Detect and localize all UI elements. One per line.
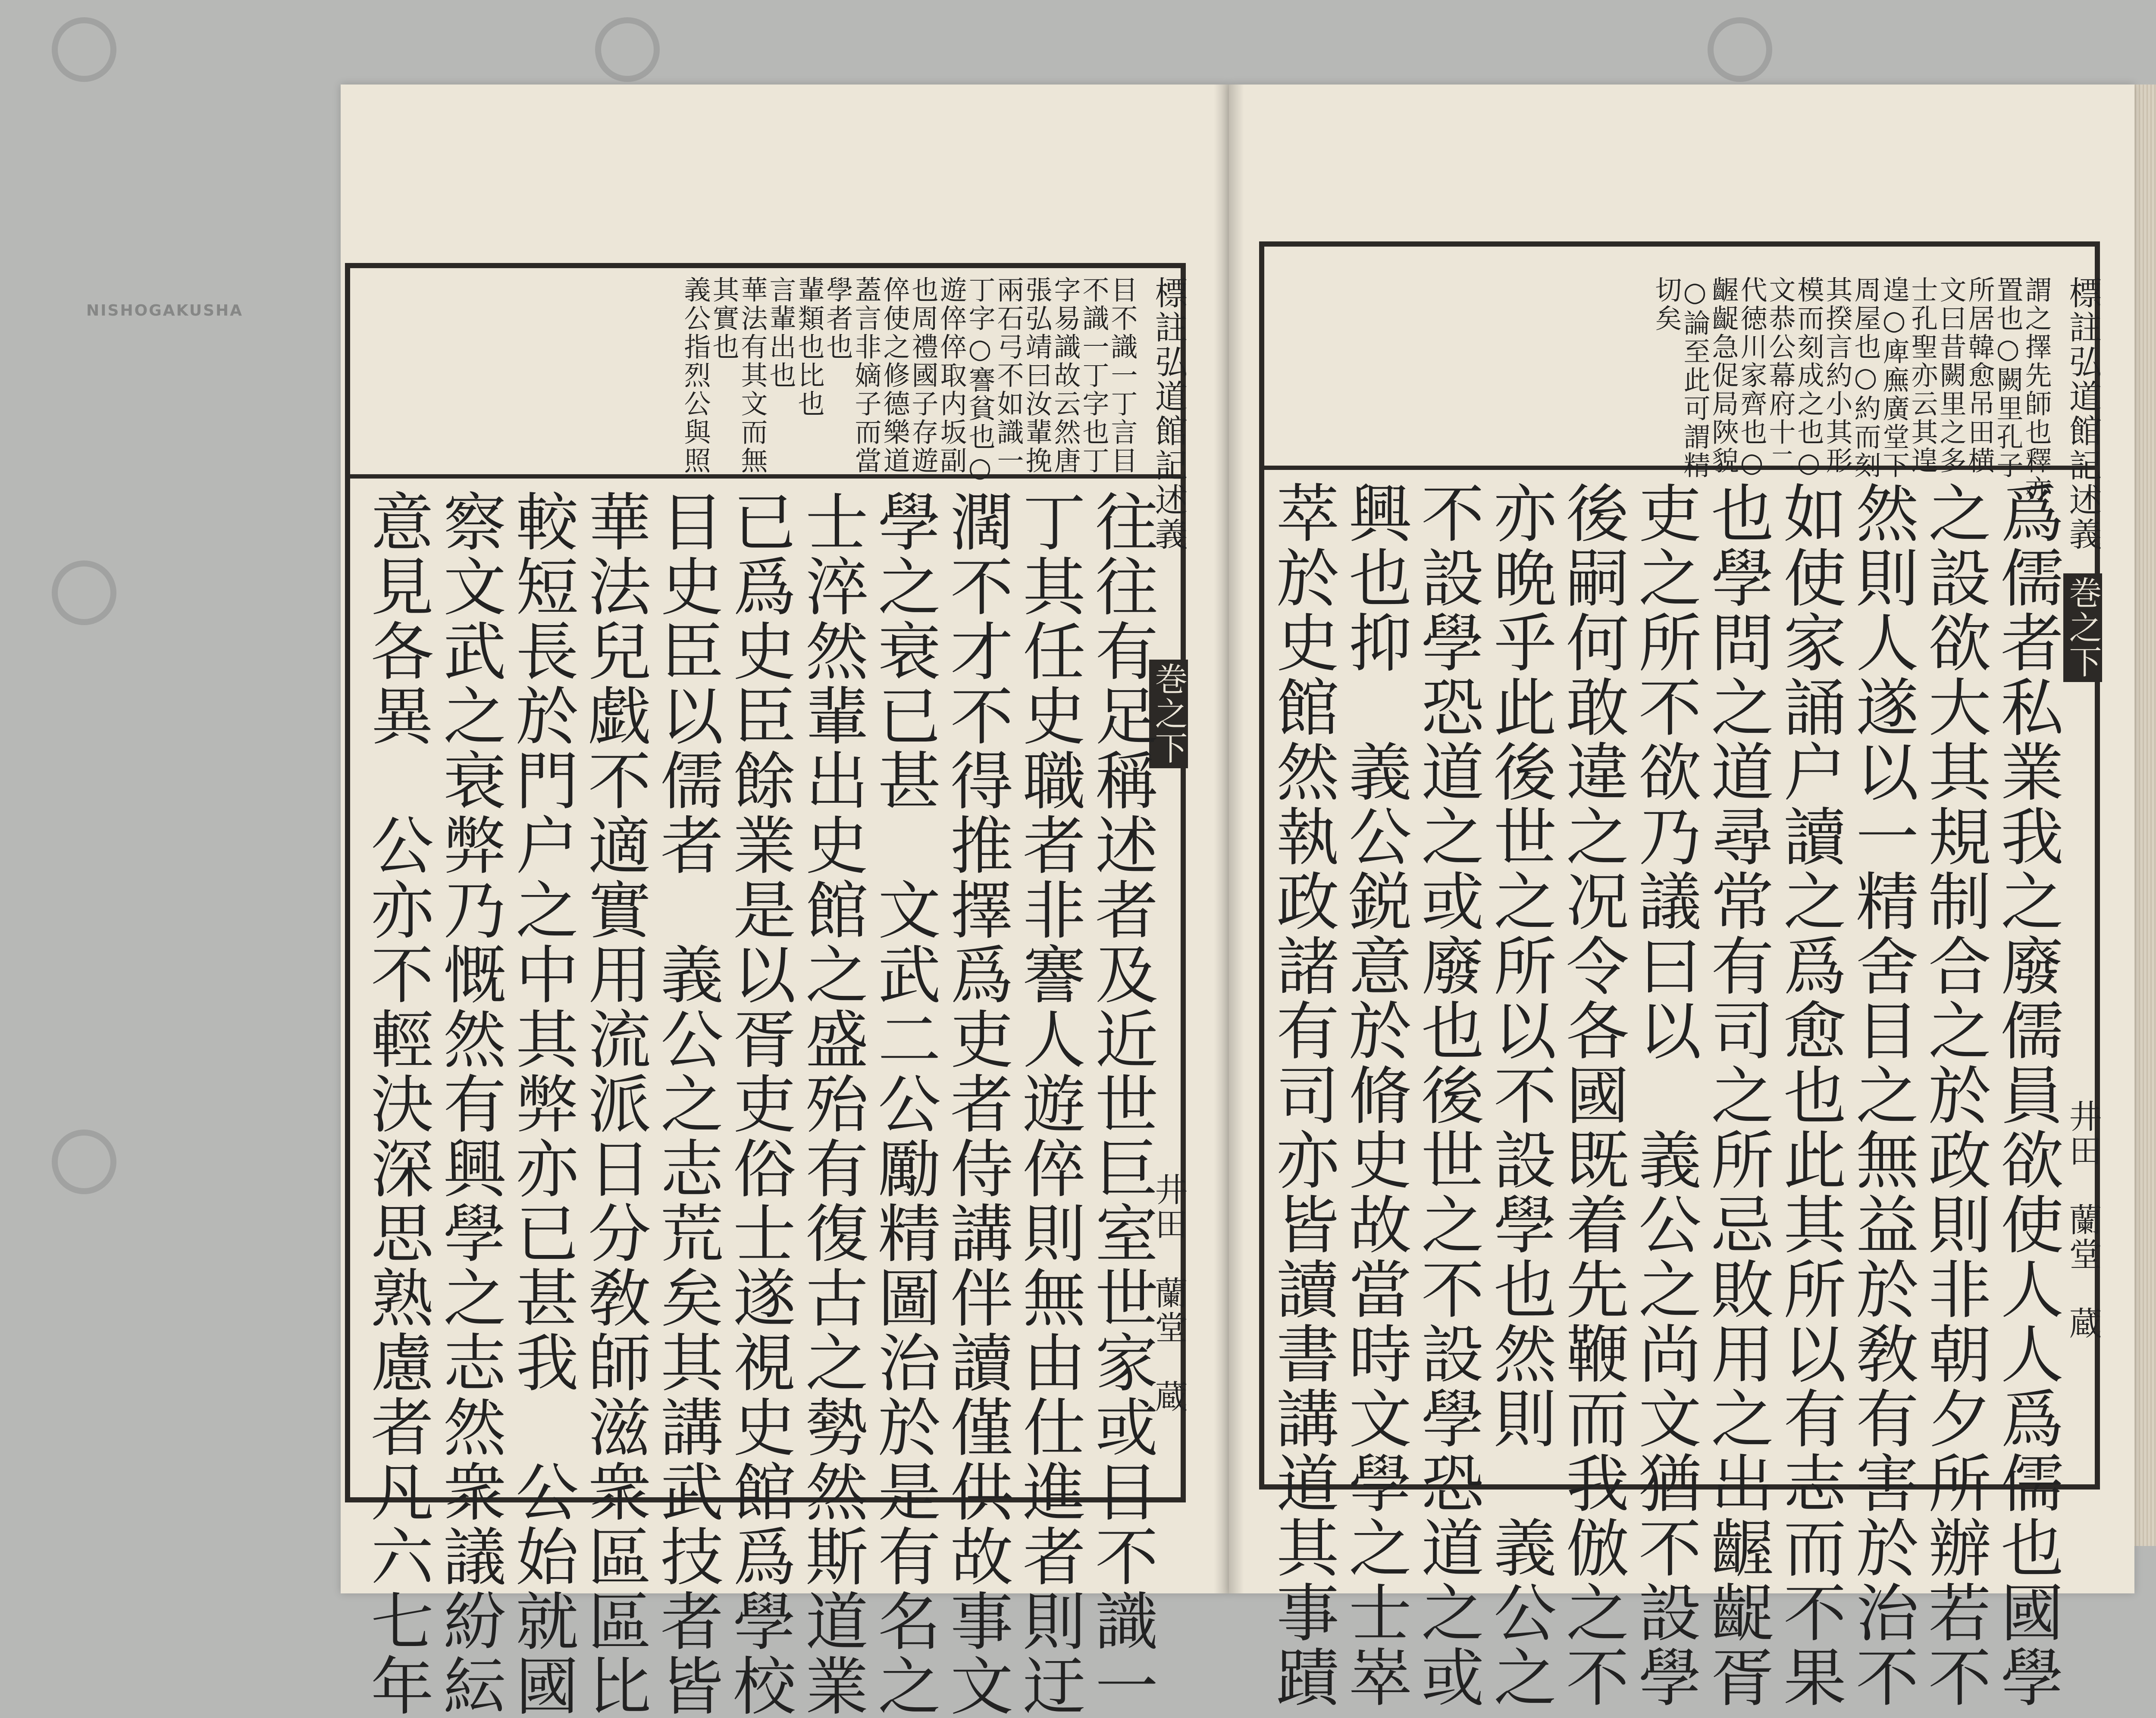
note-line: 置也○闕里孔子	[1992, 276, 2024, 480]
note-line: 字易識故云然唐	[1050, 276, 1081, 475]
note-line: 遊倅倅取内坂副	[936, 276, 967, 475]
watermark-stamp	[561, 17, 660, 82]
text-column: 往往有足稱述者及近世巨室世家或目不識一	[1084, 489, 1158, 1718]
text-column: 爲儒者私業我之廢儒員欲使人人爲儒也國學	[1990, 481, 2063, 1709]
left-side-label: 井田 蘭堂 蔵	[1150, 1173, 1188, 1414]
note-line: 文曰昔闕里之多	[1935, 276, 1967, 475]
note-line: 輩類也比也	[793, 276, 825, 418]
note-line: 遑○庳廡廣堂下	[1878, 276, 1910, 480]
text-column: 不設學恐道之或廢也後世之不設學恐道之或	[1410, 481, 1484, 1709]
note-line: ○論至此可謂精	[1679, 276, 1711, 480]
watermark-stamp	[17, 560, 116, 625]
note-line: 張弘靖曰汝輩挽	[1021, 276, 1053, 475]
watermark-stamp	[1673, 17, 1772, 82]
text-column: 如使家誦户讀之爲愈也此其所以有志而不果	[1773, 481, 1846, 1709]
note-line: 華法有其文而無	[736, 276, 768, 475]
text-column: 丁其任史職者非謇人遊倅則無由仕進者則迂	[1012, 489, 1085, 1718]
text-column: 然則人遂以一精舍目之無益於敎有害於治不	[1845, 481, 1918, 1709]
right-volume-label: 巻之下	[2063, 573, 2102, 682]
watermark-text: NISHOGAKUSHA	[86, 302, 244, 319]
note-line: 謂之擇先師也釋亦	[2021, 276, 2052, 504]
note-line: 切矣	[1651, 276, 1682, 333]
note-line: 其實也	[708, 276, 740, 361]
note-line: 不識一丁字也丁	[1078, 276, 1109, 475]
note-line: 言輩出也	[765, 276, 796, 390]
note-line: 倅使之修德樂道	[879, 276, 910, 475]
note-line: 也周禮國子存遊	[907, 276, 939, 475]
left-page-header: 標註弘道館記述義	[1150, 276, 1188, 552]
text-column: 目史臣以儒者 義公之志荒矣其講武技者皆	[650, 489, 723, 1718]
text-column: 亦晩乎此後世之所以不設學也然則 義公之	[1483, 481, 1556, 1709]
right-page-header: 標註弘道館記述義	[2064, 276, 2102, 552]
note-line: 兩石弓不如識一	[993, 276, 1024, 475]
text-column: 華法兒戯不適實用流派日分敎師滋衆區區比	[577, 489, 651, 1718]
note-line: 義公指烈公與照	[680, 276, 711, 475]
text-column: 士淬然輩出史館之盛殆有復古之勢然斯道業	[795, 489, 868, 1718]
left-volume-label: 巻之下	[1149, 660, 1188, 768]
note-line: 丁字○謇貧也○	[964, 276, 996, 485]
watermark-stamp	[17, 17, 116, 82]
text-column: 察文武之衰弊乃慨然有興學之志然衆議紛紜	[432, 489, 506, 1718]
text-column: 後嗣何敢違之况令各國既着先鞭而我倣之不	[1555, 481, 1629, 1709]
text-column: 濶不才不得推擇爲吏者侍講伴讀僅供故事文	[940, 489, 1013, 1718]
text-column: 吏之所不欲乃議曰以 義公之尚文猶不設學	[1628, 481, 1701, 1709]
text-column: 之設欲大其規制合之於政則非朝夕所辦若不	[1918, 481, 1991, 1709]
text-column: 較短長於門户之中其弊亦已甚我 公始就國	[505, 489, 578, 1718]
text-column: 也學問之道尋常有司之所忌敗用之出齷齪胥	[1700, 481, 1774, 1709]
note-line: 蓋言非嫡子而當	[850, 276, 882, 475]
watermark-stamp	[17, 1130, 116, 1194]
right-side-label: 井田 蘭堂 蔵	[2064, 1099, 2102, 1341]
text-column: 興也抑 義公鋭意於脩史故當時文學之士崒	[1338, 481, 1411, 1709]
text-column: 意見各異 公亦不輕決深思熟慮者凡六七年	[360, 489, 433, 1718]
book-gutter	[1214, 84, 1244, 1593]
note-line: 士孔聖亦云其遑	[1907, 276, 1938, 475]
text-column: 已爲史臣餘業是以胥吏俗士遂視史館爲學校	[722, 489, 796, 1718]
note-line: 所居韓愈吊田横	[1964, 276, 1995, 475]
note-line: 目不識一丁言目	[1106, 276, 1138, 475]
note-line: 代徳川家齊也○	[1736, 276, 1767, 480]
note-line: 學者也	[822, 276, 853, 361]
note-line: 周屋也○約而刻	[1850, 276, 1881, 480]
note-line: 文恭公幕府十二	[1764, 276, 1796, 475]
text-column: 學之衰已甚 文武二公勵精圖治於是有名之	[867, 489, 940, 1718]
note-line: 齷齪急促局陜貌	[1708, 276, 1739, 475]
text-column: 萃於史館然執政諸有司亦皆讀書講道其事蹟	[1266, 481, 1339, 1709]
note-line: 其揆言約小其形	[1821, 276, 1853, 475]
note-line: 模而刻成之也○	[1793, 276, 1824, 480]
